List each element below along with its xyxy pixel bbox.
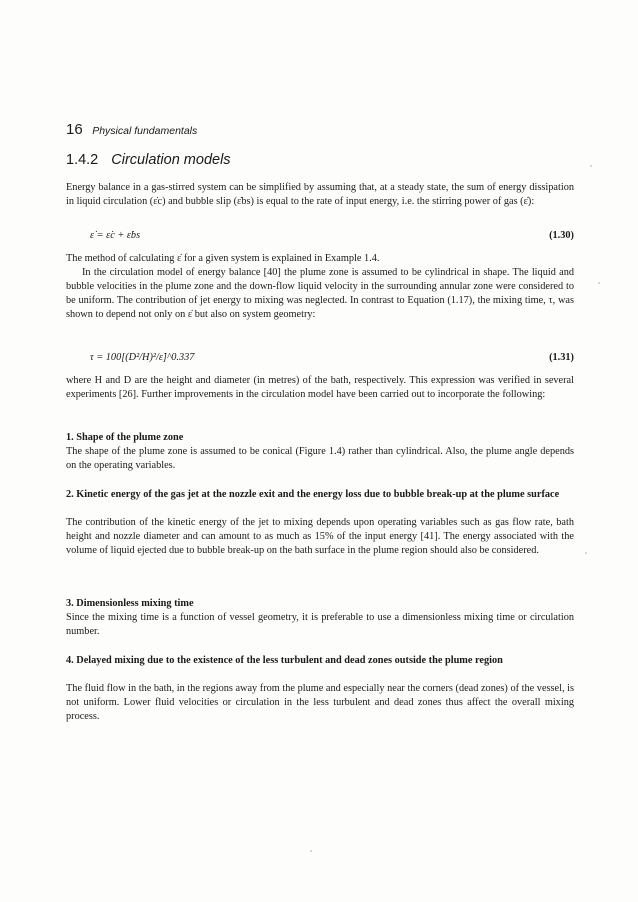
equation-1-31 <box>66 352 574 366</box>
paragraph-improvements <box>66 374 574 402</box>
running-header <box>66 121 197 139</box>
intro-text: Energy balance in a gas-stirred system can be simplified by assuming that, at a steady state, the sum of energy dissipation in liquid circulation (ε̇c) and bubble slip (ε̇bs) is equal to the rate of input energy, i.e. the stirring power of gas (ε̇): <box>66 182 574 207</box>
item-text <box>66 516 574 558</box>
section-heading <box>66 152 231 168</box>
equation-tag: (1.31) <box>549 352 574 363</box>
item-heading: 3. Dimensionless mixing time <box>66 598 194 609</box>
page-number: 16 <box>66 121 83 138</box>
paragraph-text: where H and D are the height and diameter (in metres) of the bath, respectively. This expression was verified in several experiments [26]. Further improvements in the circulation model have been carried out to incorporate the following: <box>66 375 574 400</box>
equation-expression: τ = 100[(D²/H)²/ε̇]^0.337 <box>90 352 195 363</box>
item-body: The contribution of the kinetic energy of the jet to mixing depends upon operating variables such as gas flow rate, bath height and nozzle diameter and can amount to as much as 15% of the input energy [41]. The energy associated with the volume of liquid ejected due to bubble break-up on the bath surface in the plume region should also be considered. <box>66 517 574 556</box>
item-body: Since the mixing time is a function of vessel geometry, it is preferable to use a dimensionless mixing time or circulation number. <box>66 612 574 637</box>
item-heading: 1. Shape of the plume zone <box>66 432 184 443</box>
item-body: The fluid flow in the bath, in the regions away from the plume and especially near the corners (dead zones) of the vessel, is not uniform. Lower fluid velocities or circulation in the less turbulent and dead zones thus affect the overall mixing process. <box>66 683 574 722</box>
item-text <box>66 682 574 724</box>
item-text <box>66 445 574 473</box>
section-number: 1.4.2 <box>66 152 99 168</box>
intro-paragraph <box>66 181 574 209</box>
item-heading: 4. Delayed mixing due to the existence of the less turbulent and dead zones outside the plume region <box>66 655 503 666</box>
item-body: The shape of the plume zone is assumed to be conical (Figure 1.4) rather than cylindrical. Also, the plume angle depends on the operating variables. <box>66 446 574 471</box>
equation-tag: (1.30) <box>549 230 574 241</box>
scan-speck <box>310 850 312 852</box>
scan-speck <box>585 552 587 554</box>
section-name: Circulation models <box>111 152 231 168</box>
equation-expression: ε̇ = ε̇c + ε̇bs <box>90 230 141 241</box>
item-text <box>66 611 574 639</box>
paragraph-text: In the circulation model of energy balance [40] the plume zone is assumed to be cylindrical in shape. The liquid and bubble velocities in the plume zone and the down-flow liquid velocity in the surrounding annular zone were considered to be uniform. The contribution of jet energy to mixing was neglected. In contrast to Equation (1.17), the mixing time, τ, was shown to depend not only on ε̇ but also on system geometry: <box>66 267 574 320</box>
equation-1-30 <box>66 230 574 244</box>
running-title: Physical fundamentals <box>92 125 198 137</box>
paragraph-circulation <box>66 252 574 322</box>
item-heading: 2. Kinetic energy of the gas jet at the nozzle exit and the energy loss due to bubble break-up at the plume surface <box>66 489 560 500</box>
scan-speck <box>598 282 600 284</box>
scan-speck <box>590 165 592 167</box>
paragraph-text: The method of calculating ε̇ for a given system is explained in Example 1.4. <box>66 253 380 264</box>
